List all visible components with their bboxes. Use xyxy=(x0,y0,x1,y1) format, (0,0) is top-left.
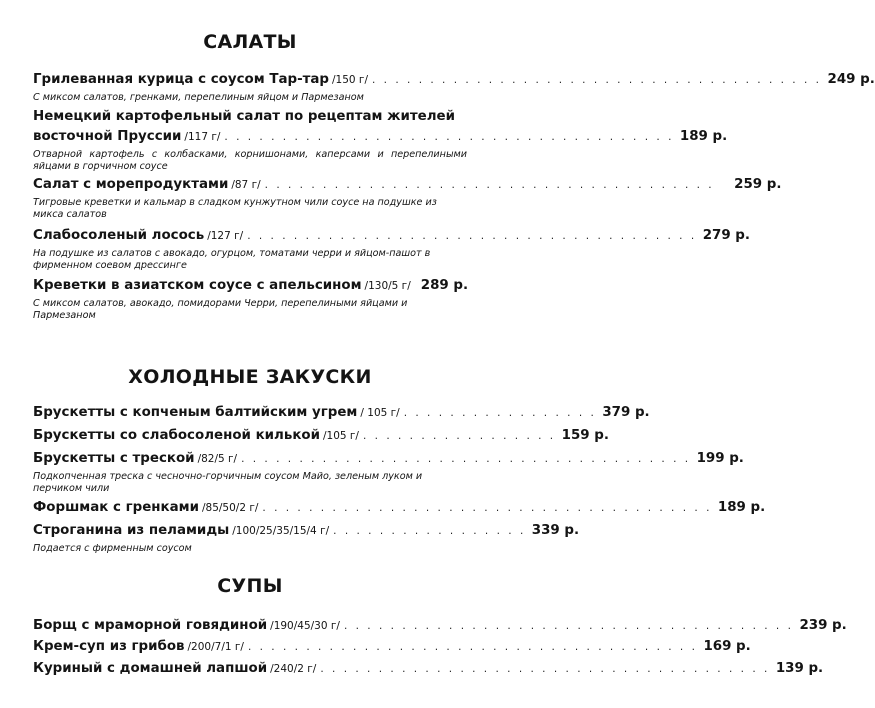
item-name: Слабосоленый лосось xyxy=(33,228,205,243)
item-description: На подушке из салатов с авокадо, огурцом, томатами черри и яйцом-пашот в фирменном соевом дрессинге xyxy=(33,248,431,271)
item-weight: /85/50/2 г/ xyxy=(201,502,259,514)
item-weight: /190/45/30 г/ xyxy=(270,620,340,632)
menu-item xyxy=(33,521,580,555)
menu-item xyxy=(33,175,782,220)
item-name: Строганина из пеламиды xyxy=(33,523,230,538)
menu-item xyxy=(33,403,650,423)
section-title-soups: СУПЫ xyxy=(217,575,283,597)
dot-leader: . . . . . . . . . . . . . . . . . xyxy=(333,525,526,537)
item-weight: /105 г/ xyxy=(323,430,359,442)
item-price: 199 р. xyxy=(696,451,744,466)
item-name: Креветки в азиатском соусе с апельсином xyxy=(33,278,362,293)
item-name: Брускетты с копченым балтийским угрем xyxy=(33,405,358,420)
item-name: Брускетты с треской xyxy=(33,451,195,466)
dot-leader: . . . . . . . . . . . . . . . . . . . . . . . . . . . . . . . . . . . . . . . xyxy=(247,641,698,653)
item-weight: /117 г/ xyxy=(184,131,221,143)
item-weight: /100/25/35/15/4 г/ xyxy=(232,525,330,537)
item-name: Борщ с мраморной говядиной xyxy=(33,618,268,633)
item-weight: /240/2 г/ xyxy=(270,663,317,675)
dot-leader: . . . . . . . . . . . . . . . . . xyxy=(403,407,597,419)
menu-item xyxy=(33,226,750,271)
item-price: 249 р. xyxy=(827,72,875,87)
dot-leader: . . . . . . . . . . . . . . . . . . . . . . . . . . . . . . . . . . . . . . . xyxy=(264,179,715,191)
item-description: Отварной картофель с колбасками, корнишонами, каперсами и перепелиными яйцами в горчичном соусе xyxy=(33,149,467,172)
menu-item xyxy=(33,276,467,321)
dot-leader: . . . . . . . . . . . . . . . . . . . . . . . . . . . . . . . . . . . . . . . xyxy=(224,131,674,143)
item-weight: /150 г/ xyxy=(332,74,368,86)
item-description: Подается с фирменным соусом xyxy=(33,543,192,554)
item-description: Подкопченная треска с чесночно-горчичным соусом Майо, зеленым луком и перчиком чили xyxy=(33,471,423,494)
dot-leader: . . . . . . . . . . . . . . . . . . . . . . . . . . . . . . . . . . . . . . . xyxy=(241,453,691,465)
menu-item xyxy=(33,616,847,636)
item-price: 289 р. xyxy=(420,278,469,293)
item-price: 259 р. xyxy=(734,177,782,192)
dot-leader: . . . . . . . . . . . . . . . . . . . . . . . . . . . . . . . . . . . . . . . xyxy=(372,74,822,86)
item-description: С миксом салатов, авокадо, помидорами Черри, перепелиными яйцами и Пармезаном xyxy=(33,298,408,321)
item-price: 339 р. xyxy=(531,523,580,538)
section-title-salads: САЛАТЫ xyxy=(203,31,297,53)
item-price: 139 р. xyxy=(775,661,824,676)
menu-item xyxy=(33,107,728,172)
dot-leader: . . . . . . . . . . . . . . . . . . . . . . . . . . . . . . . . . . . . . . . xyxy=(262,502,712,514)
item-name: Форшмак с гренками xyxy=(33,500,199,515)
item-description: Тигровые креветки и кальмар в сладком кунжутном чили соусе на подушке из микса салатов xyxy=(33,197,437,220)
item-name: Салат с морепродуктами xyxy=(33,177,229,192)
menu-item xyxy=(33,498,766,518)
dot-leader: . . . . . . . . . . . . . . . . . . . . . . . . . . . . . . . . . . . . . . . xyxy=(247,230,697,242)
menu-item xyxy=(33,659,824,679)
section-title-cold-appetizers: ХОЛОДНЫЕ ЗАКУСКИ xyxy=(128,366,372,388)
item-name: Куриный с домашней лапшой xyxy=(33,661,268,676)
item-weight: /200/7/1 г/ xyxy=(187,641,244,653)
item-weight: /87 г/ xyxy=(231,179,261,191)
item-name: восточной Пруссии xyxy=(33,129,182,144)
item-price: 189 р. xyxy=(679,129,728,144)
item-weight: / 105 г/ xyxy=(360,407,400,419)
item-weight: /130/5 г/ xyxy=(364,280,411,292)
item-description: С миксом салатов, гренками, перепелиным яйцом и Пармезаном xyxy=(33,92,364,103)
dot-leader: . . . . . . . . . . . . . . . . . xyxy=(362,430,556,442)
menu-item xyxy=(33,426,609,446)
menu-item xyxy=(33,449,744,494)
dot-leader: . . . . . . . . . . . . . . . . . . . . . . . . . . . . . . . . . . . . . . . xyxy=(320,663,770,675)
item-weight: /127 г/ xyxy=(207,230,244,242)
item-weight: /82/5 г/ xyxy=(197,453,238,465)
item-price: 379 р. xyxy=(602,405,650,420)
item-name: Грилеванная курица с соусом Тар-тар xyxy=(33,72,330,87)
item-name-line1: Немецкий картофельный салат по рецептам жителей xyxy=(33,109,455,124)
menu-item xyxy=(33,70,875,104)
item-price: 239 р. xyxy=(799,618,847,633)
item-name: Крем-суп из грибов xyxy=(33,639,185,654)
item-price: 279 р. xyxy=(702,228,750,243)
item-price: 189 р. xyxy=(717,500,766,515)
item-name: Брускетты со слабосоленой килькой xyxy=(33,428,320,443)
item-price: 159 р. xyxy=(561,428,609,443)
item-price: 169 р. xyxy=(703,639,751,654)
menu-item xyxy=(33,637,751,657)
dot-leader: . . . . . . . . . . . . . . . . . . . . . . . . . . . . . . . . . . . . . . . xyxy=(343,620,794,632)
